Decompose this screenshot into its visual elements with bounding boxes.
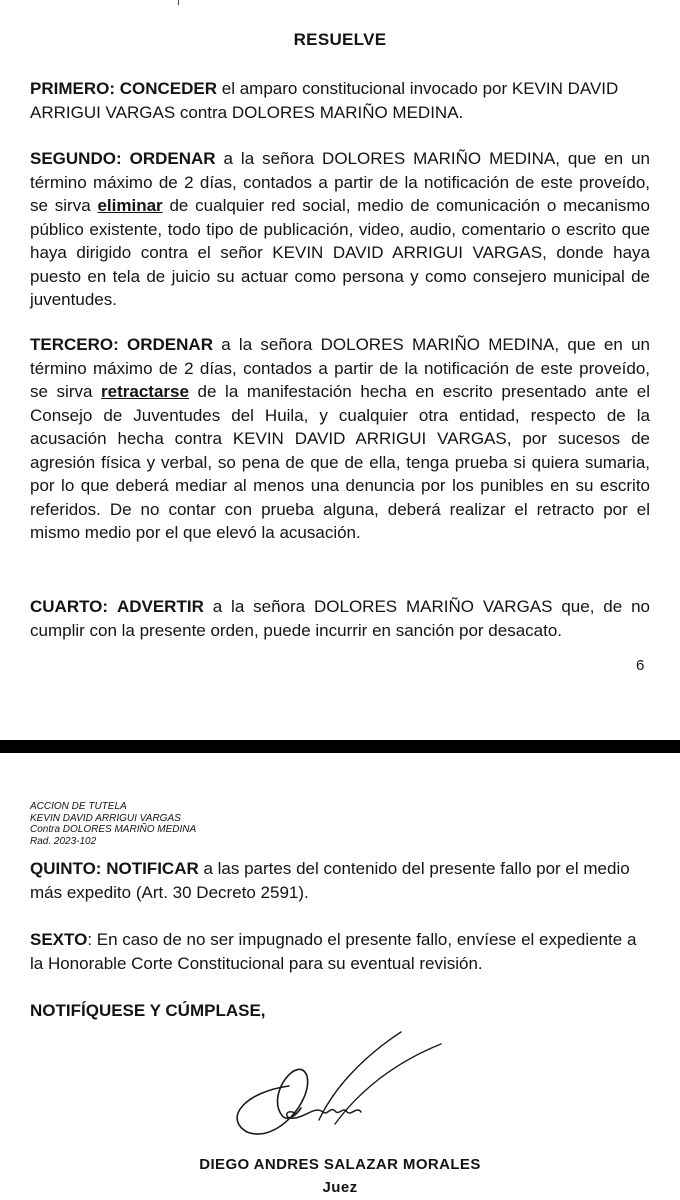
segundo-label: SEGUNDO: bbox=[30, 149, 122, 168]
cuarto-action: ADVERTIR bbox=[116, 597, 204, 616]
sexto-text: : En caso de no ser impugnado el presente fallo, envíese el expediente a la Honorable Corte Constitucional para su eventual revisión. bbox=[30, 930, 637, 973]
page-number: 6 bbox=[636, 657, 645, 674]
tercero-paragraph bbox=[30, 333, 650, 545]
primero-label: PRIMERO: bbox=[30, 79, 115, 98]
tercero-action: ORDENAR bbox=[127, 335, 213, 354]
primero-action: CONCEDER bbox=[119, 79, 218, 98]
cuarto-paragraph bbox=[30, 595, 650, 642]
page-divider bbox=[0, 740, 680, 753]
case-header-line: KEVIN DAVID ARRIGUI VARGAS bbox=[30, 812, 181, 824]
judge-signature bbox=[215, 1028, 465, 1138]
case-header-line: Rad. 2023-102 bbox=[30, 835, 97, 847]
case-header bbox=[30, 801, 330, 847]
sexto-label: SEXTO bbox=[30, 930, 88, 949]
segundo-keyword: eliminar bbox=[97, 196, 163, 215]
cuarto-label: CUARTO: bbox=[30, 597, 109, 616]
segundo-text-before: a la señora DOLORES MARIÑO MEDINA, que en un término máximo de 2 días, contados a partir de la notificación de este proveído, se sirva bbox=[30, 149, 650, 215]
document-page-7 bbox=[0, 753, 680, 1200]
sexto-paragraph bbox=[30, 928, 650, 975]
tercero-keyword: retractarse bbox=[101, 382, 189, 401]
primero-paragraph bbox=[30, 77, 650, 124]
quinto-label: QUINTO: bbox=[30, 859, 102, 878]
segundo-action: ORDENAR bbox=[129, 149, 216, 168]
tercero-text-before: a la señora DOLORES MARIÑO MEDINA, que en un término máximo de 2 días, contados a partir de la notificación de este proveído, se sirva bbox=[30, 335, 650, 401]
quinto-paragraph bbox=[30, 857, 650, 904]
closing-formula: NOTIFÍQUESE Y CÚMPLASE, bbox=[30, 1001, 266, 1020]
segundo-text-after: de cualquier red social, medio de comunicación o mecanismo público existente, todo tipo de publicación, video, audio, comentario o escrito que haya dirigido contra el señor KEVIN DAVID ARRIGUI VARGAS, donde haya puesto en tela de juicio su actuar como persona y como consejero municipal de juventudes. bbox=[30, 196, 651, 309]
tercero-text-after: de la manifestación hecha en escrito presentado ante el Consejo de Juventudes del Huila, y cualquier otra entidad, respecto de la acusación hecha contra KEVIN DAVID ARRIGUI VARGAS, por sucesos de agresión física y verbal, so pena de que de ella, tenga prueba si quiera sumaria, por lo que deberá mediar al menos una denuncia por los punibles en su escrito referidos. De no contar con prueba alguna, deberá realizar el retracto por el mismo medio por el que elevó la acusación. bbox=[30, 382, 650, 542]
case-header-line: Contra DOLORES MARIÑO MEDINA bbox=[30, 824, 197, 835]
cuarto-text: a la señora DOLORES MARIÑO VARGAS que, de no cumplir con la presente orden, puede incurrir en sanción por desacato. bbox=[30, 597, 650, 640]
quinto-text: a las partes del contenido del presente fallo por el medio más expedito (Art. 30 Decreto 2591). bbox=[30, 859, 630, 902]
segundo-paragraph bbox=[30, 147, 650, 312]
primero-text: el amparo constitucional invocado por KEVIN DAVID ARRIGUI VARGAS contra DOLORES MARIÑO MEDINA. bbox=[30, 79, 619, 122]
quinto-action: NOTIFICAR bbox=[106, 859, 199, 878]
tercero-label: TERCERO: bbox=[30, 335, 119, 354]
case-header-line: ACCION DE TUTELA bbox=[30, 801, 127, 812]
resuelve-heading: RESUELVE bbox=[293, 30, 387, 49]
signer-name: DIEGO ANDRES SALAZAR MORALES bbox=[199, 1156, 481, 1173]
signer-title: Juez bbox=[322, 1179, 358, 1196]
